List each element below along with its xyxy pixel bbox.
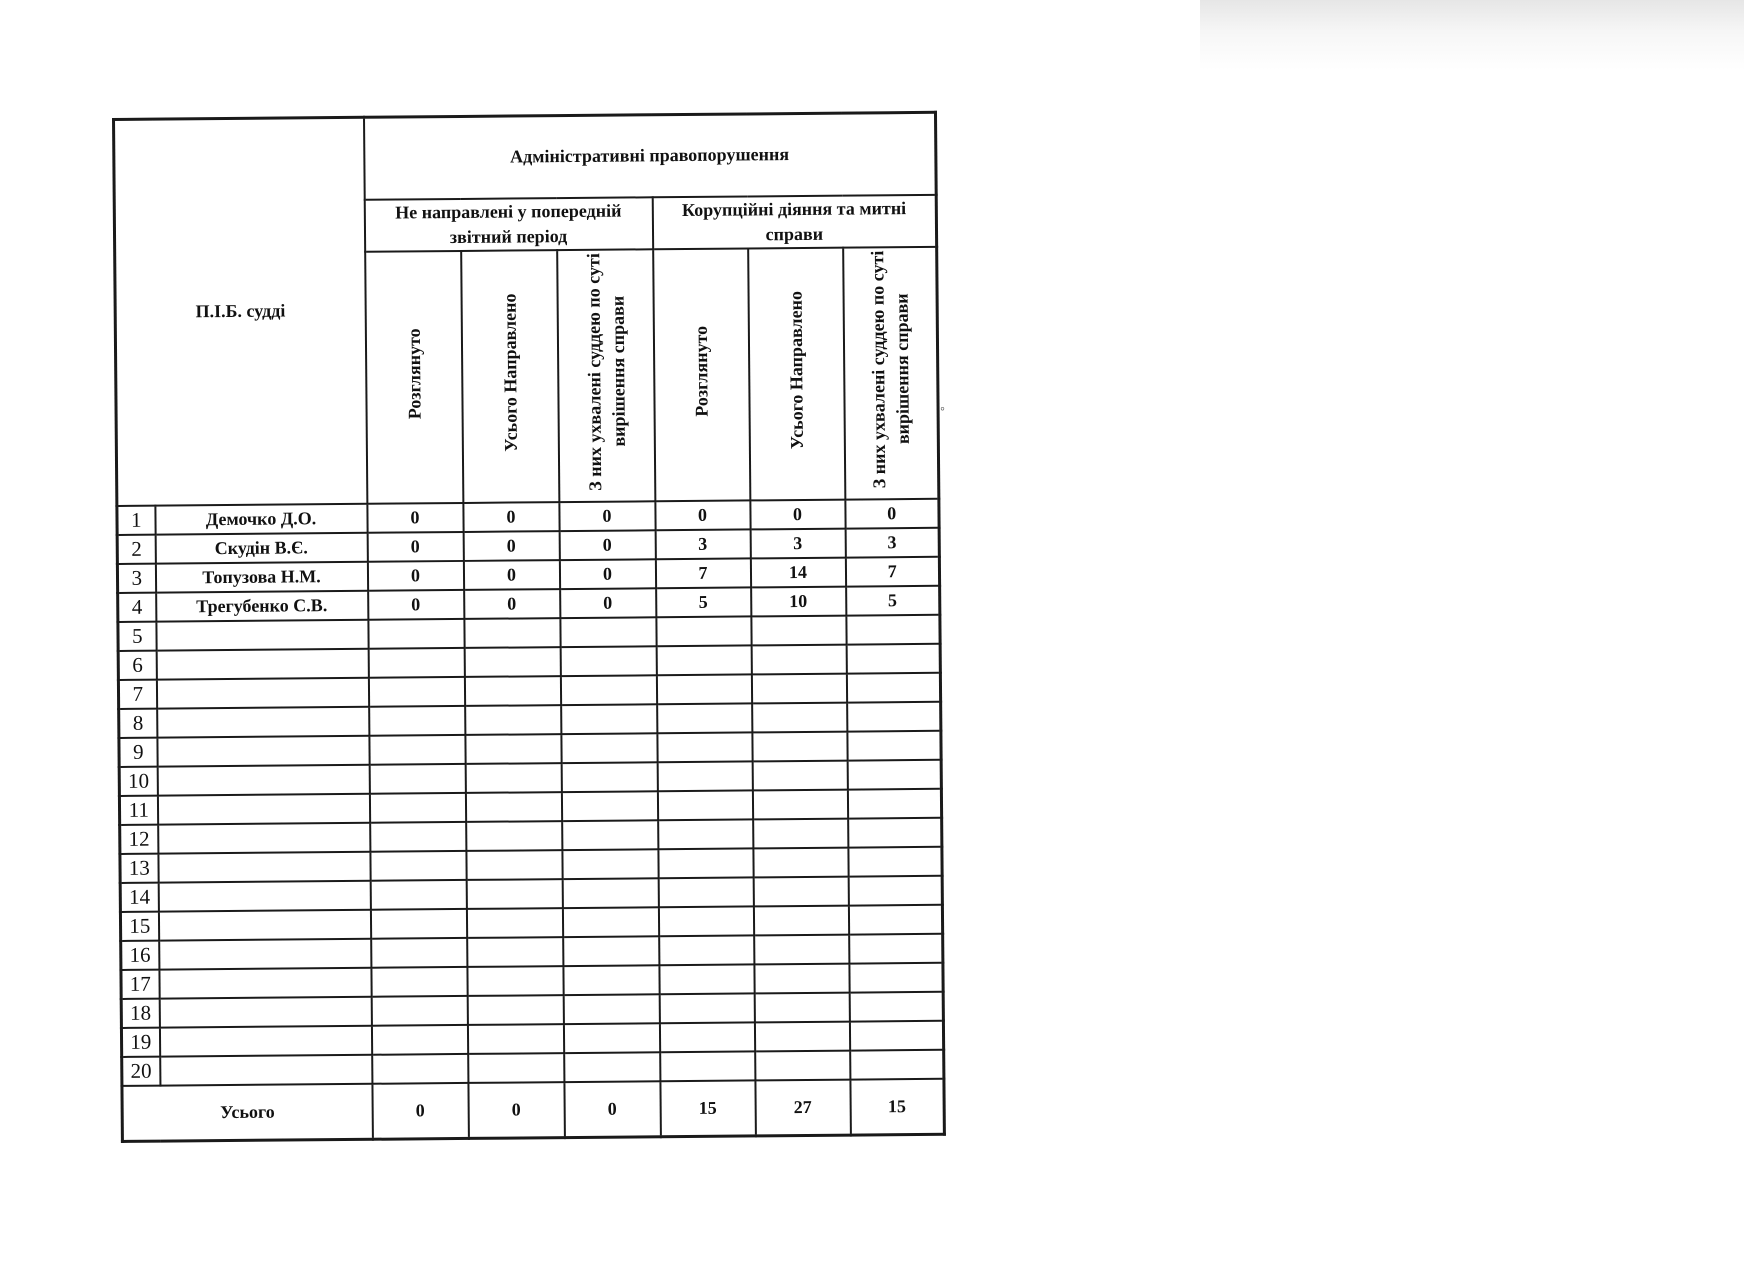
cell-value xyxy=(562,907,658,937)
row-number: 2 xyxy=(117,534,155,563)
cell-value xyxy=(561,704,657,734)
row-number: 10 xyxy=(119,766,157,795)
table-body xyxy=(117,498,944,1085)
cell-value xyxy=(563,965,659,995)
total-value: 15 xyxy=(660,1080,755,1137)
cell-value xyxy=(752,731,847,761)
cell-value xyxy=(847,759,941,789)
cell-value xyxy=(467,1024,563,1054)
cell-value xyxy=(846,643,940,673)
header-total-sent-1 xyxy=(461,250,559,503)
row-number: 6 xyxy=(118,650,156,679)
row-number: 3 xyxy=(117,563,155,592)
cell-value xyxy=(753,905,848,935)
row-number: 16 xyxy=(121,940,159,969)
cell-value xyxy=(849,991,943,1021)
judge-name xyxy=(160,1054,372,1085)
header-total-sent-2-label: Усього Направлено xyxy=(785,290,807,450)
cell-value xyxy=(468,1053,564,1083)
judge-name xyxy=(159,1025,371,1056)
cell-value: 0 xyxy=(463,531,559,561)
cell-value xyxy=(466,908,562,938)
row-number: 19 xyxy=(121,1027,159,1056)
cell-value xyxy=(371,1024,467,1054)
cell-value xyxy=(753,876,848,906)
header-administrative-offenses: Адміністративні правопорушення xyxy=(364,112,937,199)
total-value: 0 xyxy=(564,1081,660,1138)
cell-value: 0 xyxy=(845,498,939,528)
header-considered-2-label: Розглянуто xyxy=(690,325,712,417)
cell-value xyxy=(752,702,847,732)
cell-value: 7 xyxy=(845,556,939,586)
cell-value xyxy=(754,992,849,1022)
cell-value xyxy=(370,850,466,880)
cell-value xyxy=(657,732,752,762)
cell-value xyxy=(368,618,464,648)
cell-value xyxy=(560,675,656,705)
cell-value xyxy=(849,1020,943,1050)
total-label: Усього xyxy=(122,1083,372,1141)
row-number: 20 xyxy=(122,1056,160,1085)
cell-value xyxy=(658,906,753,936)
cell-value xyxy=(753,818,848,848)
judge-name xyxy=(157,706,369,737)
cell-value xyxy=(657,761,752,791)
cell-value: 0 xyxy=(367,531,463,561)
header-considered-2 xyxy=(653,248,750,501)
cell-value xyxy=(467,995,563,1025)
judge-name xyxy=(158,909,370,940)
cell-value xyxy=(369,792,465,822)
header-total-sent-2 xyxy=(748,247,845,500)
cell-value: 7 xyxy=(655,558,750,588)
cell-value xyxy=(751,644,846,674)
cell-value xyxy=(370,821,466,851)
cell-value xyxy=(371,966,467,996)
row-number: 9 xyxy=(119,737,157,766)
row-number: 5 xyxy=(118,621,156,650)
cell-value xyxy=(847,788,941,818)
judge-name: Трегубенко С.В. xyxy=(156,590,368,621)
row-number: 11 xyxy=(119,795,157,824)
cell-value: 0 xyxy=(464,589,560,619)
cell-value xyxy=(656,616,751,646)
row-number: 4 xyxy=(118,592,156,621)
cell-value: 0 xyxy=(559,501,655,531)
header-group-not-sent: Не направлені у попередній звітний період xyxy=(364,197,652,252)
cell-value: 0 xyxy=(559,530,655,560)
total-value: 27 xyxy=(755,1079,850,1136)
cell-value xyxy=(466,879,562,909)
cell-value xyxy=(847,730,941,760)
cell-value: 3 xyxy=(845,527,939,557)
judge-name xyxy=(156,648,368,679)
judge-name xyxy=(159,996,371,1027)
cell-value xyxy=(848,817,942,847)
judge-name xyxy=(158,822,370,853)
cell-value xyxy=(467,937,563,967)
cell-value xyxy=(370,879,466,909)
header-considered-1 xyxy=(365,250,463,503)
header-considered-1-label: Розглянуто xyxy=(403,327,425,419)
cell-value xyxy=(563,1023,659,1053)
header-decided-1-label: З них ухвалені суддею по суті вирішення справи xyxy=(582,252,629,491)
cell-value xyxy=(849,962,943,992)
row-number: 17 xyxy=(121,969,159,998)
cell-value xyxy=(465,705,561,735)
judge-name xyxy=(157,735,369,766)
cell-value xyxy=(368,676,464,706)
cell-value xyxy=(464,647,560,677)
cell-value xyxy=(561,762,657,792)
row-number: 15 xyxy=(120,911,158,940)
cell-value xyxy=(465,763,561,793)
cell-value xyxy=(467,966,563,996)
cell-value xyxy=(564,1052,660,1082)
cell-value xyxy=(466,821,562,851)
cell-value: 5 xyxy=(846,585,940,615)
cell-value: 3 xyxy=(655,529,750,559)
row-number: 18 xyxy=(121,998,159,1027)
cell-value xyxy=(751,673,846,703)
cell-value xyxy=(846,672,940,702)
cell-value xyxy=(659,935,754,965)
judge-name xyxy=(159,938,371,969)
judge-name xyxy=(159,967,371,998)
scan-shadow xyxy=(1200,0,1744,70)
cell-value xyxy=(752,789,847,819)
cell-value xyxy=(465,734,561,764)
cell-value: 0 xyxy=(463,560,559,590)
cell-value xyxy=(754,934,849,964)
margin-scan-mark: ◦ xyxy=(940,402,945,417)
cell-value xyxy=(657,703,752,733)
row-number: 1 xyxy=(117,505,155,534)
row-number: 13 xyxy=(120,853,158,882)
judge-name xyxy=(158,880,370,911)
total-value: 0 xyxy=(372,1082,468,1139)
row-number: 14 xyxy=(120,882,158,911)
cell-value xyxy=(464,676,560,706)
header-decided-1 xyxy=(557,249,655,502)
judge-name: Топузова Н.М. xyxy=(155,561,367,592)
cell-value xyxy=(848,846,942,876)
judge-name xyxy=(156,619,368,650)
cell-value xyxy=(464,618,560,648)
cell-value xyxy=(751,615,846,645)
cell-value: 0 xyxy=(368,589,464,619)
cell-value xyxy=(754,1021,849,1051)
cell-value xyxy=(848,904,942,934)
cell-value: 0 xyxy=(367,502,463,532)
judge-name: Скудін В.Є. xyxy=(155,532,367,563)
cell-value xyxy=(563,994,659,1024)
cell-value xyxy=(846,614,940,644)
judge-name xyxy=(157,764,369,795)
cell-value xyxy=(560,646,656,676)
cell-value xyxy=(562,820,658,850)
cell-value xyxy=(560,617,656,647)
cell-value xyxy=(369,705,465,735)
cell-value xyxy=(754,963,849,993)
judge-name xyxy=(157,793,369,824)
cell-value xyxy=(658,848,753,878)
cell-value xyxy=(659,964,754,994)
cell-value xyxy=(370,908,466,938)
judge-name: Демочко Д.О. xyxy=(155,503,367,534)
total-row xyxy=(122,1078,944,1141)
cell-value xyxy=(850,1049,944,1079)
cell-value xyxy=(656,674,751,704)
cell-value xyxy=(849,933,943,963)
cell-value xyxy=(848,875,942,905)
cell-value: 10 xyxy=(751,586,846,616)
judge-name xyxy=(156,677,368,708)
header-decided-2 xyxy=(843,246,939,499)
cell-value xyxy=(563,936,659,966)
cell-value xyxy=(465,792,561,822)
cell-value xyxy=(562,878,658,908)
cell-value: 14 xyxy=(750,557,845,587)
cell-value xyxy=(371,995,467,1025)
cell-value xyxy=(561,791,657,821)
cell-value xyxy=(753,847,848,877)
cell-value xyxy=(660,1051,755,1081)
cell-value: 0 xyxy=(463,502,559,532)
cell-value: 5 xyxy=(656,587,751,617)
report-sheet xyxy=(112,111,943,1143)
cell-value xyxy=(371,937,467,967)
cell-value: 0 xyxy=(559,559,655,589)
judge-name xyxy=(158,851,370,882)
judges-report-table xyxy=(112,111,946,1143)
total-value: 0 xyxy=(468,1082,564,1139)
header-total-sent-1-label: Усього Направлено xyxy=(499,293,521,452)
cell-value xyxy=(562,849,658,879)
row-number: 8 xyxy=(119,708,157,737)
cell-value xyxy=(659,1022,754,1052)
cell-value xyxy=(368,647,464,677)
cell-value: 3 xyxy=(750,528,845,558)
row-number: 12 xyxy=(120,824,158,853)
cell-value: 0 xyxy=(750,499,845,529)
row-number: 7 xyxy=(118,679,156,708)
header-judge-name: П.І.Б. судді xyxy=(114,117,367,505)
cell-value xyxy=(372,1053,468,1083)
cell-value xyxy=(755,1050,850,1080)
header-group-corruption-customs: Корупційні діяння та митні справи xyxy=(652,194,936,248)
cell-value: 0 xyxy=(367,560,463,590)
total-value: 15 xyxy=(850,1078,944,1135)
cell-value xyxy=(466,850,562,880)
cell-value xyxy=(561,733,657,763)
header-decided-2-label: З них ухвалені суддею по суті вирішення справи xyxy=(867,250,914,489)
cell-value xyxy=(657,790,752,820)
cell-value: 0 xyxy=(655,500,750,530)
cell-value xyxy=(658,819,753,849)
cell-value xyxy=(369,734,465,764)
cell-value xyxy=(656,645,751,675)
cell-value xyxy=(369,763,465,793)
cell-value xyxy=(847,701,941,731)
cell-value: 0 xyxy=(560,588,656,618)
cell-value xyxy=(659,993,754,1023)
cell-value xyxy=(752,760,847,790)
cell-value xyxy=(658,877,753,907)
